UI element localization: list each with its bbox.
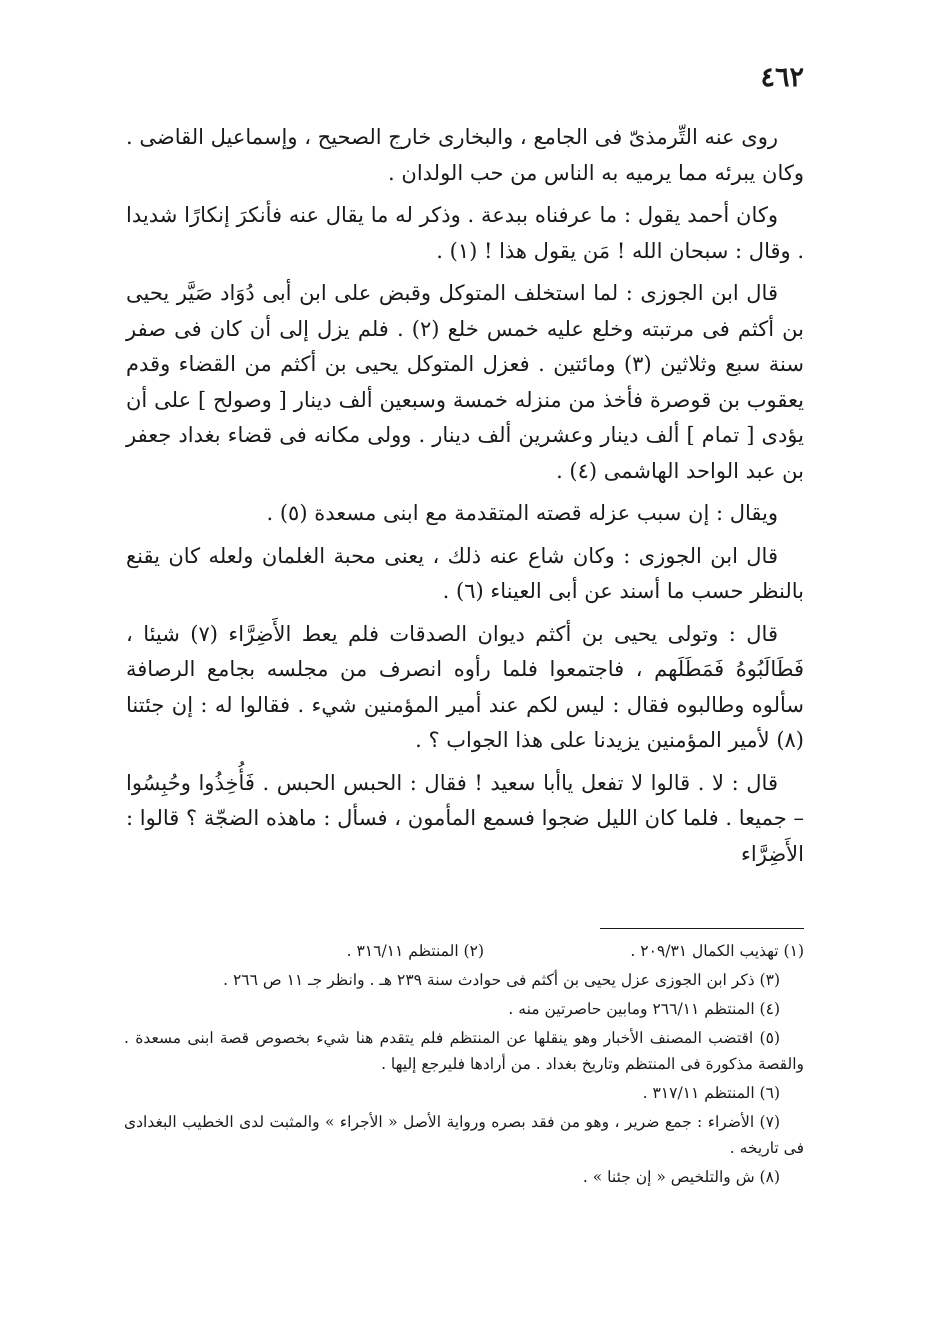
paragraph-7: قال : لا . قالوا لا تفعل ياأبا سعيد ! فقال : الحبس الحبس . فَأُخِذُوا وحُبِسُوا – جميعا . فلما كان الليل ضجوا فسمع المأمون ، فسأل : ماهذه الضجّة ؟ قالوا : الأَضِرَّاء [126,770,804,866]
paragraph-2: وكان أحمد يقول : ما عرفناه ببدعة . وذكر له ما يقال عنه فأنكرَ إنكارًا شديدا . وقال : سبحان الله ! مَن يقول هذا ! (١) . [126,203,804,263]
footnotes [124,938,804,1193]
footnote-divider [600,928,804,929]
paragraph-1: روى عنه التِّرمذىّ فى الجامع ، والبخارى خارج الصحيح ، وإسماعيل القاضى . وكان يبرئه مما يرميه به الناس من حب الولدان . [126,125,804,185]
paragraph-3: قال ابن الجوزى : لما استخلف المتوكل وقبض على ابن أبى دُوَاد صَيَّر يحيى بن أكثم فى مرتبته وخلع عليه خمس خلع (٢) . فلم يزل إلى أن كان فى صفر سنة سبع وثلاثين (٣) ومائتين . فعزل المتوكل يحيى بن أكثم من القضاء وقدم يعقوب بن قوصرة فأخذ من منزله خمسة وسبعين ألف دينار [ وصولح ] على أن يؤدى [ تمام ] ألف دينار وعشرين ألف دينار . وولى مكانه فى قضاء بغداد جعفر بن عبد الواحد الهاشمى (٤) . [126,281,805,483]
footnote-5: (٥) اقتضب المصنف الأخبار وهو ينقلها عن المنتظم فلم يتقدم هنا شيء بخصوص قصة ابنى مسعدة . والقصة مذكورة فى المنتظم وتاريخ بغداد . من أرادها فليرجع إليها . [124,1029,804,1073]
paragraph-4: ويقال : إن سبب عزله قصته المتقدمة مع ابنى مسعدة (٥) . [266,501,778,525]
footnote-1: (١) تهذيب الكمال ٢٠٩/٣١ . [630,942,804,960]
page-number: ٤٦٢ [760,62,804,93]
footnote-7: (٧) الأضراء : جمع ضرير ، وهو من فقد بصره ورواية الأصل « الأجراء » والمثبت لدى الخطيب البغدادى فى تاريخه . [124,1113,804,1157]
footnote-3: (٣) ذكر ابن الجوزى عزل يحيى بن أكثم فى حوادث سنة ٢٣٩ هـ . وانظر جـ ١١ ص ٢٦٦ . [223,971,780,989]
footnote-row-1-2 [124,938,804,964]
paragraph-6: قال : وتولى يحيى بن أكثم ديوان الصدقات فلم يعط الأَضِرَّاء (٧) شيئا ، فَطَالَبُوهُ فَمَطَلَهم ، فاجتمعوا فلما رأوه انصرف من مجلسه بجامع الرصافة سألوه وطالبوه فقال : ليس لكم عند أمير المؤمنين شيء . فقالوا له : إن جئتنا (٨) لأمير المؤمنين يزيدنا على هذا الجواب ؟ . [126,621,804,752]
footnote-6: (٦) المنتظم ٣١٧/١١ . [642,1084,780,1102]
footnote-2: (٢) المنتظم ٣١٦/١١ . [346,942,484,960]
footnote-8: (٨) ش والتلخيص « إن جئنا » . [582,1168,780,1186]
footnote-4: (٤) المنتظم ٢٦٦/١١ ومابين حاصرتين منه . [508,1000,780,1018]
main-text [126,120,804,879]
paragraph-5: قال ابن الجوزى : وكان شاع عنه ذلك ، يعنى محبة الغلمان ولعله كان يقنع بالنظر حسب ما أسند عن أبى العيناء (٦) . [126,543,804,603]
